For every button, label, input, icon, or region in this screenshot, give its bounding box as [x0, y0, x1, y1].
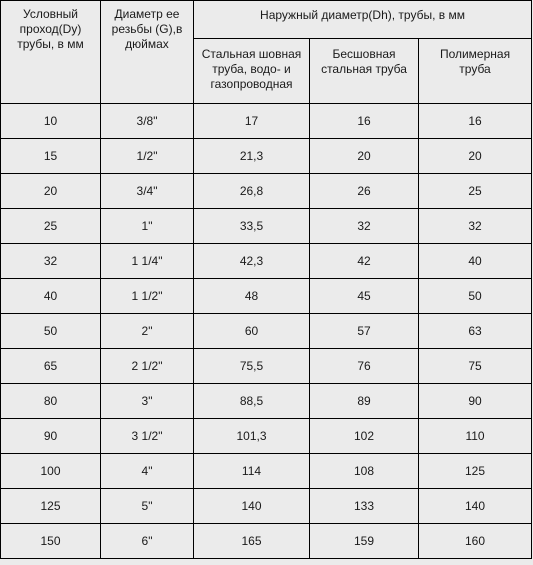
- cell-thread: 3": [101, 384, 194, 419]
- table-body: [1, 1, 532, 559]
- header-outer-diameter-label: Наружный диаметр(Dh), трубы, в мм: [260, 8, 465, 22]
- table-row: [1, 139, 532, 174]
- header-dy-label: Условный проход(Dy) трубы, в мм: [17, 7, 84, 51]
- cell-thread: 3/8": [101, 104, 194, 139]
- cell-thread: 5": [101, 489, 194, 524]
- table-row: [1, 454, 532, 489]
- cell-polymer: 63: [419, 314, 532, 349]
- cell-steel: 114: [194, 454, 310, 489]
- header-polymer: [419, 39, 532, 104]
- cell-polymer: 110: [419, 419, 532, 454]
- cell-dy: 125: [1, 489, 101, 524]
- cell-dy: 32: [1, 244, 101, 279]
- cell-seamless: 102: [310, 419, 419, 454]
- table-row: [1, 209, 532, 244]
- header-seamless-label: Бесшовная стальная труба: [321, 47, 407, 76]
- cell-seamless: 57: [310, 314, 419, 349]
- header-steel-seam: [194, 39, 310, 104]
- cell-polymer: 25: [419, 174, 532, 209]
- cell-thread: 3/4": [101, 174, 194, 209]
- cell-thread: 2": [101, 314, 194, 349]
- cell-polymer: 90: [419, 384, 532, 419]
- cell-thread: 3 1/2": [101, 419, 194, 454]
- cell-seamless: 108: [310, 454, 419, 489]
- cell-dy: 40: [1, 279, 101, 314]
- cell-steel: 75,5: [194, 349, 310, 384]
- cell-dy: 80: [1, 384, 101, 419]
- cell-dy: 100: [1, 454, 101, 489]
- header-polymer-label: Полимерная труба: [439, 47, 511, 76]
- cell-dy: 15: [1, 139, 101, 174]
- cell-steel: 140: [194, 489, 310, 524]
- cell-dy: 10: [1, 104, 101, 139]
- cell-thread: 1 1/2": [101, 279, 194, 314]
- cell-steel: 33,5: [194, 209, 310, 244]
- table-row: [1, 384, 532, 419]
- cell-seamless: 42: [310, 244, 419, 279]
- cell-seamless: 45: [310, 279, 419, 314]
- header-seamless: [310, 39, 419, 104]
- cell-thread: 1/2": [101, 139, 194, 174]
- cell-seamless: 76: [310, 349, 419, 384]
- cell-polymer: 40: [419, 244, 532, 279]
- cell-polymer: 75: [419, 349, 532, 384]
- cell-seamless: 16: [310, 104, 419, 139]
- cell-polymer: 32: [419, 209, 532, 244]
- table-row: [1, 489, 532, 524]
- table-row: [1, 349, 532, 384]
- cell-polymer: 125: [419, 454, 532, 489]
- cell-steel: 101,3: [194, 419, 310, 454]
- cell-dy: 150: [1, 524, 101, 559]
- cell-polymer: 50: [419, 279, 532, 314]
- cell-steel: 165: [194, 524, 310, 559]
- cell-seamless: 159: [310, 524, 419, 559]
- cell-thread: 2 1/2": [101, 349, 194, 384]
- cell-seamless: 133: [310, 489, 419, 524]
- cell-steel: 21,3: [194, 139, 310, 174]
- cell-seamless: 26: [310, 174, 419, 209]
- cell-polymer: 16: [419, 104, 532, 139]
- cell-steel: 60: [194, 314, 310, 349]
- cell-dy: 65: [1, 349, 101, 384]
- header-thread-label: Диаметр ее резьбы (G),в дюймах: [111, 7, 183, 51]
- cell-seamless: 32: [310, 209, 419, 244]
- cell-seamless: 20: [310, 139, 419, 174]
- cell-dy: 50: [1, 314, 101, 349]
- cell-polymer: 20: [419, 139, 532, 174]
- cell-thread: 1": [101, 209, 194, 244]
- header-outer-diameter: [194, 1, 532, 39]
- cell-thread: 4": [101, 454, 194, 489]
- table-row: [1, 524, 532, 559]
- cell-steel: 26,8: [194, 174, 310, 209]
- cell-dy: 20: [1, 174, 101, 209]
- cell-steel: 88,5: [194, 384, 310, 419]
- header-row-top: [1, 1, 532, 39]
- header-thread: [101, 1, 194, 104]
- header-steel-seam-label: Стальная шовная труба, водо- и газопроводная: [201, 47, 302, 91]
- cell-dy: 25: [1, 209, 101, 244]
- cell-thread: 1 1/4": [101, 244, 194, 279]
- header-dy: [1, 1, 101, 104]
- cell-seamless: 89: [310, 384, 419, 419]
- cell-steel: 17: [194, 104, 310, 139]
- table-row: [1, 244, 532, 279]
- cell-thread: 6": [101, 524, 194, 559]
- cell-steel: 48: [194, 279, 310, 314]
- cell-steel: 42,3: [194, 244, 310, 279]
- table-row: [1, 104, 532, 139]
- table-row: [1, 314, 532, 349]
- cell-polymer: 140: [419, 489, 532, 524]
- cell-dy: 90: [1, 419, 101, 454]
- table-row: [1, 279, 532, 314]
- cell-polymer: 160: [419, 524, 532, 559]
- table-row: [1, 419, 532, 454]
- table-row: [1, 174, 532, 209]
